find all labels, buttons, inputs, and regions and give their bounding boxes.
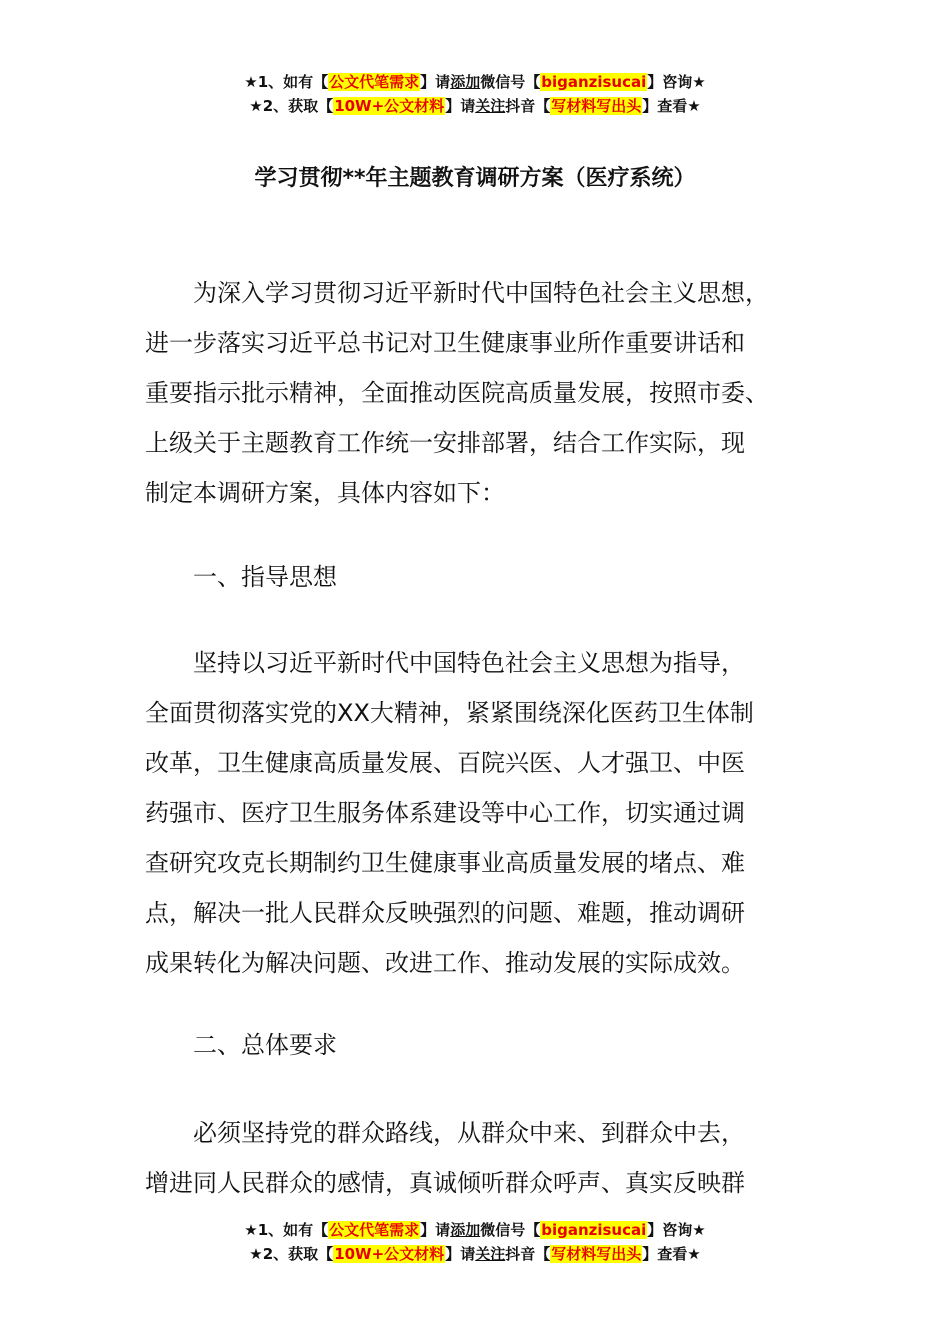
notice-line-2: ★2、获取【10W+公文材料】请关注抖音【写材料写出头】查看★ xyxy=(249,1245,701,1263)
notice-line-2: ★2、获取【10W+公文材料】请关注抖音【写材料写出头】查看★ xyxy=(249,97,701,115)
notice-highlight: 10W+公文材料 xyxy=(334,97,445,115)
notice-highlight: 公文代笔需求 xyxy=(329,73,420,91)
section-heading-2: 二、总体要求 xyxy=(193,1031,337,1059)
section-heading-1: 一、指导思想 xyxy=(193,563,337,591)
text-line: 坚持以习近平新时代中国特色社会主义思想为指导， xyxy=(193,649,745,677)
wechat-id-highlight: biganzisucai xyxy=(541,1221,647,1239)
wechat-id-highlight: biganzisucai xyxy=(541,73,647,91)
section-1-paragraph xyxy=(145,638,810,988)
text-line: 增进同人民群众的感情，真诚倾听群众呼声、真实反映群 xyxy=(145,1169,745,1197)
text-line: 进一步落实习近平总书记对卫生健康事业所作重要讲话和 xyxy=(145,329,745,357)
douyin-id-highlight: 写材料写出头 xyxy=(551,1245,642,1263)
document-title: 学习贯彻**年主题教育调研方案（医疗系统） xyxy=(254,166,696,191)
text-line: 上级关于主题教育工作统一安排部署，结合工作实际，现 xyxy=(145,429,745,457)
text-line: 查研究攻克长期制约卫生健康事业高质量发展的堵点、难 xyxy=(145,849,745,877)
notice-line-1: ★1、如有【公文代笔需求】请添加微信号【biganzisucai】咨询★ xyxy=(244,73,706,91)
text-line: 全面贯彻落实党的XX大精神，紧紧围绕深化医药卫生体制 xyxy=(145,699,754,727)
text-line: 制定本调研方案，具体内容如下： xyxy=(145,479,505,507)
notice-line-1: ★1、如有【公文代笔需求】请添加微信号【biganzisucai】咨询★ xyxy=(244,1221,706,1239)
notice-highlight: 公文代笔需求 xyxy=(329,1221,420,1239)
text-line: 必须坚持党的群众路线，从群众中来、到群众中去， xyxy=(193,1119,745,1147)
text-line: 为深入学习贯彻习近平新时代中国特色社会主义思想， xyxy=(193,279,769,307)
text-line: 药强市、医疗卫生服务体系建设等中心工作，切实通过调 xyxy=(145,799,745,827)
douyin-id-highlight: 写材料写出头 xyxy=(551,97,642,115)
section-2-paragraph xyxy=(145,1108,810,1208)
intro-paragraph xyxy=(145,268,810,518)
header-notice xyxy=(0,70,950,118)
text-line: 成果转化为解决问题、改进工作、推动发展的实际成效。 xyxy=(145,949,745,977)
notice-highlight: 10W+公文材料 xyxy=(334,1245,445,1263)
text-line: 重要指示批示精神，全面推动医院高质量发展，按照市委、 xyxy=(145,379,769,407)
text-line: 改革，卫生健康高质量发展、百院兴医、人才强卫、中医 xyxy=(145,749,745,777)
text-line: 点，解决一批人民群众反映强烈的问题、难题，推动调研 xyxy=(145,899,745,927)
footer-notice xyxy=(0,1218,950,1266)
